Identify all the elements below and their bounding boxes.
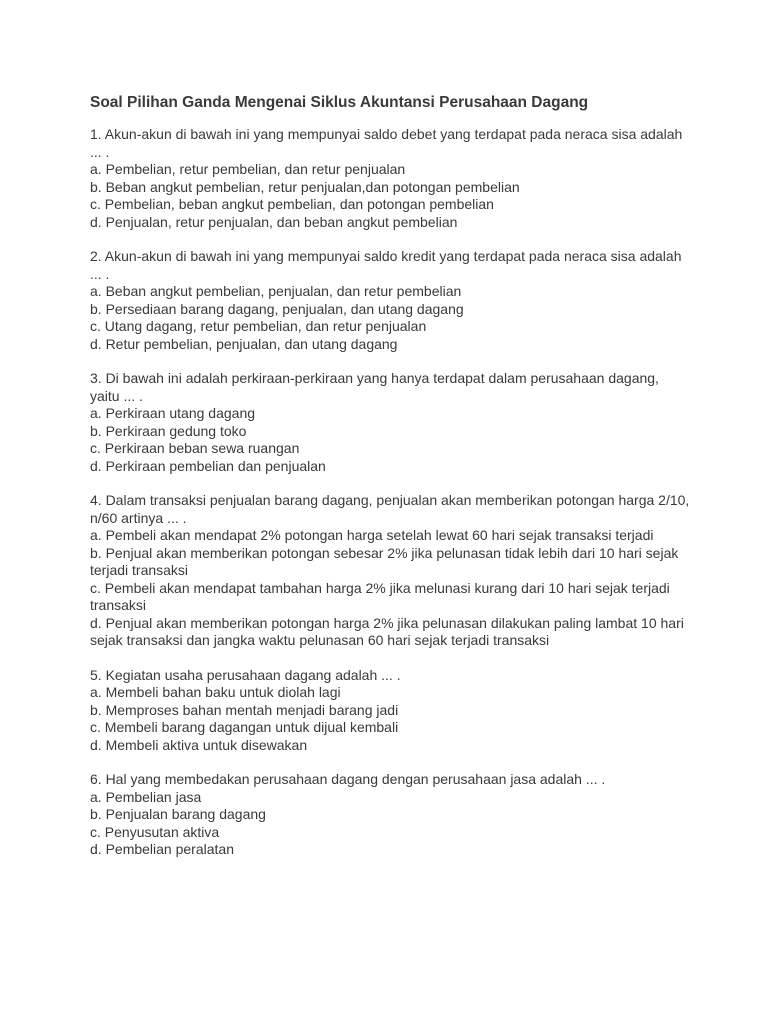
question-text: 5. Kegiatan usaha perusahaan dagang adalah ... .: [90, 666, 401, 683]
option-a: a. Pembelian jasa: [90, 788, 202, 805]
question-3: [90, 370, 690, 475]
option-b: b. Beban angkut pembelian, retur penjualan,dan potongan pembelian: [90, 178, 520, 195]
page-title: Soal Pilihan Ganda Mengenai Siklus Akuntansi Perusahaan Dagang: [90, 94, 589, 111]
question-1: [90, 126, 690, 231]
option-c: c. Perkiraan beban sewa ruangan: [90, 440, 300, 456]
option-c: c. Utang dagang, retur pembelian, dan retur penjualan: [90, 318, 427, 334]
document-page: [90, 93, 690, 876]
option-d: d. Penjual akan memberikan potongan harga 2% jika pelunasan dilakukan paling lambat 10 hari sejak transaksi dan jangka waktu pelunasan 60 hari sejak terjadi transaksi: [90, 614, 684, 648]
option-d: d. Membeli aktiva untuk disewakan: [90, 736, 308, 753]
option-d: d. Penjualan, retur penjualan, dan beban angkut pembelian: [90, 213, 458, 230]
option-b: b. Persediaan barang dagang, penjualan, dan utang dagang: [90, 300, 464, 317]
option-c: c. Membeli barang dagangan untuk dijual kembali: [90, 719, 399, 735]
option-b: b. Penjual akan memberikan potongan sebesar 2% jika pelunasan tidak lebih dari 10 hari sejak terjadi transaksi: [90, 544, 679, 578]
question-2: [90, 248, 690, 353]
option-a: a. Membeli bahan baku untuk diolah lagi: [90, 684, 341, 700]
option-a: a. Pembelian, retur pembelian, dan retur penjualan: [90, 161, 406, 177]
option-a: a. Perkiraan utang dagang: [90, 405, 256, 421]
question-text: 6. Hal yang membedakan perusahaan dagang dengan perusahaan jasa adalah ... .: [90, 771, 606, 787]
option-c: c. Penyusutan aktiva: [90, 823, 220, 840]
question-5: [90, 667, 690, 755]
option-a: a. Pembeli akan mendapat 2% potongan harga setelah lewat 60 hari sejak transaksi terjadi: [90, 527, 654, 543]
option-c: c. Pembelian, beban angkut pembelian, dan potongan pembelian: [90, 196, 494, 212]
option-d: d. Pembelian peralatan: [90, 841, 234, 857]
option-d: d. Retur pembelian, penjualan, dan utang dagang: [90, 335, 398, 352]
option-b: b. Memproses bahan mentah menjadi barang jadi: [90, 701, 399, 718]
option-a: a. Beban angkut pembelian, penjualan, dan retur pembelian: [90, 283, 462, 299]
question-text: 1. Akun-akun di bawah ini yang mempunyai saldo debet yang terdapat pada neraca sisa adalah ... .: [90, 126, 683, 160]
option-b: b. Perkiraan gedung toko: [90, 422, 247, 439]
question-text: 3. Di bawah ini adalah perkiraan-perkiraan yang hanya terdapat dalam perusahaan dagang, yaitu ... .: [90, 370, 659, 404]
question-4: [90, 492, 690, 650]
question-text: 4. Dalam transaksi penjualan barang dagang, penjualan akan memberikan potongan harga 2/10, n/60 artinya ... .: [90, 492, 690, 526]
option-b: b. Penjualan barang dagang: [90, 806, 266, 822]
question-text: 2. Akun-akun di bawah ini yang mempunyai saldo kredit yang terdapat pada neraca sisa adalah ... .: [90, 248, 682, 282]
option-d: d. Perkiraan pembelian dan penjualan: [90, 457, 326, 474]
option-c: c. Pembeli akan mendapat tambahan harga 2% jika melunasi kurang dari 10 hari sejak terjadi transaksi: [90, 579, 670, 613]
question-6: [90, 771, 690, 859]
